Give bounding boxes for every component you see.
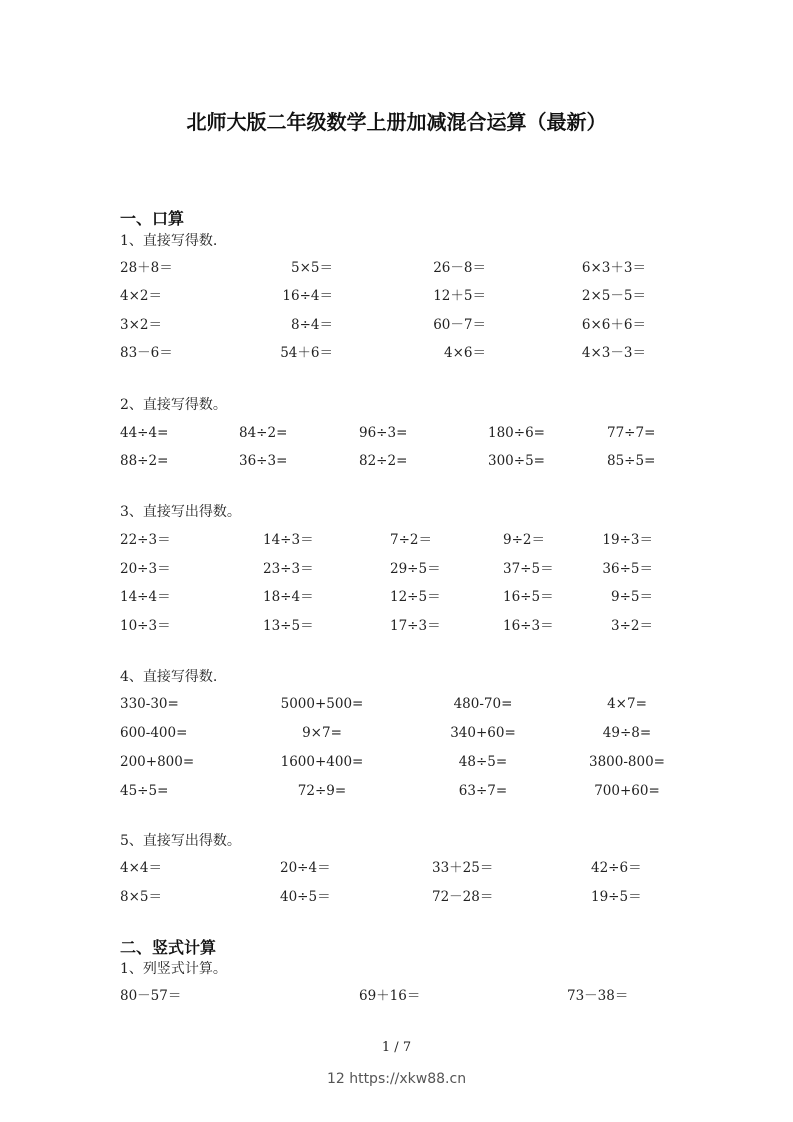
math-problem: 45÷5=	[120, 783, 169, 799]
watermark: 12 https://xkw88.cn	[326, 1071, 467, 1087]
part1-heading: 一、口算	[120, 209, 185, 228]
question-label: 4、直接写得数.	[120, 669, 218, 685]
math-problem: 69＋16＝	[359, 988, 421, 1004]
question-label: 1、列竖式计算。	[120, 961, 227, 977]
math-problem: 700+60=	[594, 783, 660, 799]
part2-heading: 二、竖式计算	[120, 938, 217, 957]
math-problem: 2×5－5＝	[581, 288, 646, 304]
math-problem: 44÷4=	[120, 425, 169, 441]
math-problem: 6×6＋6＝	[581, 317, 646, 333]
math-problem: 17÷3＝	[390, 618, 441, 634]
math-problem: 40÷5＝	[280, 889, 331, 905]
math-problem: 23÷3＝	[263, 561, 314, 577]
math-problem: 37÷5＝	[503, 561, 554, 577]
math-problem: 73－38＝	[567, 988, 629, 1004]
math-problem: 20÷3＝	[120, 561, 171, 577]
question-label: 1、直接写得数.	[120, 233, 218, 249]
math-problem: 4×7=	[607, 696, 647, 712]
math-problem: 300÷5=	[488, 453, 545, 469]
math-problem: 9×7=	[302, 725, 342, 741]
math-problem: 18÷4＝	[263, 589, 314, 605]
math-problem: 72－28＝	[432, 889, 494, 905]
math-problem: 49÷8=	[602, 725, 652, 741]
math-problem: 5×5＝	[291, 260, 333, 276]
math-problem: 4×3－3＝	[581, 345, 646, 361]
math-problem: 1600+400=	[280, 754, 364, 770]
math-problem: 5000+500=	[280, 696, 364, 712]
math-problem: 330-30=	[120, 696, 179, 712]
document-title: 北师大版二年级数学上册加减混合运算（最新）	[186, 110, 607, 134]
question-label: 2、直接写得数。	[120, 397, 227, 413]
math-problem: 3×2＝	[120, 317, 162, 333]
math-problem: 20÷4＝	[280, 860, 331, 876]
math-problem: 7÷2＝	[390, 532, 432, 548]
math-problem: 10÷3＝	[120, 618, 171, 634]
math-problem: 4×6＝	[444, 345, 486, 361]
math-problem: 6×3＋3＝	[581, 260, 646, 276]
page-number: 1 / 7	[381, 1040, 412, 1055]
math-problem: 96÷3=	[359, 425, 408, 441]
math-problem: 8÷4＝	[291, 317, 333, 333]
math-problem: 180÷6=	[488, 425, 545, 441]
math-problem: 60－7＝	[433, 317, 486, 333]
math-problem: 200+800=	[120, 754, 195, 770]
math-problem: 63÷7=	[458, 783, 508, 799]
math-problem: 13÷5＝	[263, 618, 314, 634]
math-problem: 84÷2=	[239, 425, 288, 441]
math-problem: 8×5＝	[120, 889, 162, 905]
math-problem: 14÷4＝	[120, 589, 171, 605]
math-problem: 22÷3＝	[120, 532, 171, 548]
math-problem: 9÷2＝	[503, 532, 545, 548]
math-problem: 9÷5＝	[611, 589, 653, 605]
math-problem: 88÷2=	[120, 453, 169, 469]
math-problem: 19÷5＝	[591, 889, 642, 905]
math-problem: 42÷6＝	[591, 860, 642, 876]
math-problem: 28＋8＝	[120, 260, 173, 276]
math-problem: 80－57＝	[120, 988, 182, 1004]
math-problem: 29÷5＝	[390, 561, 441, 577]
math-problem: 3800-800=	[589, 754, 665, 770]
math-problem: 72÷9=	[297, 783, 347, 799]
math-problem: 48÷5=	[458, 754, 508, 770]
math-problem: 54＋6＝	[280, 345, 333, 361]
math-problem: 82÷2=	[359, 453, 408, 469]
math-problem: 16÷4＝	[282, 288, 333, 304]
math-problem: 83－6＝	[120, 345, 173, 361]
math-problem: 4×2＝	[120, 288, 162, 304]
math-problem: 3÷2＝	[611, 618, 653, 634]
math-problem: 4×4＝	[120, 860, 162, 876]
math-problem: 480-70=	[453, 696, 513, 712]
math-problem: 36÷3=	[239, 453, 288, 469]
math-problem: 12＋5＝	[433, 288, 486, 304]
math-problem: 600-400=	[120, 725, 188, 741]
question-label: 3、直接写出得数。	[120, 504, 241, 520]
question-label: 5、直接写出得数。	[120, 833, 241, 849]
math-problem: 12÷5＝	[390, 589, 441, 605]
math-problem: 16÷5＝	[503, 589, 554, 605]
math-problem: 33＋25＝	[432, 860, 494, 876]
math-problem: 340+60=	[450, 725, 516, 741]
math-problem: 77÷7=	[607, 425, 656, 441]
math-problem: 36÷5＝	[602, 561, 653, 577]
math-problem: 26－8＝	[433, 260, 486, 276]
math-problem: 85÷5=	[607, 453, 656, 469]
math-problem: 14÷3＝	[263, 532, 314, 548]
math-problem: 16÷3＝	[503, 618, 554, 634]
math-problem: 19÷3＝	[602, 532, 653, 548]
